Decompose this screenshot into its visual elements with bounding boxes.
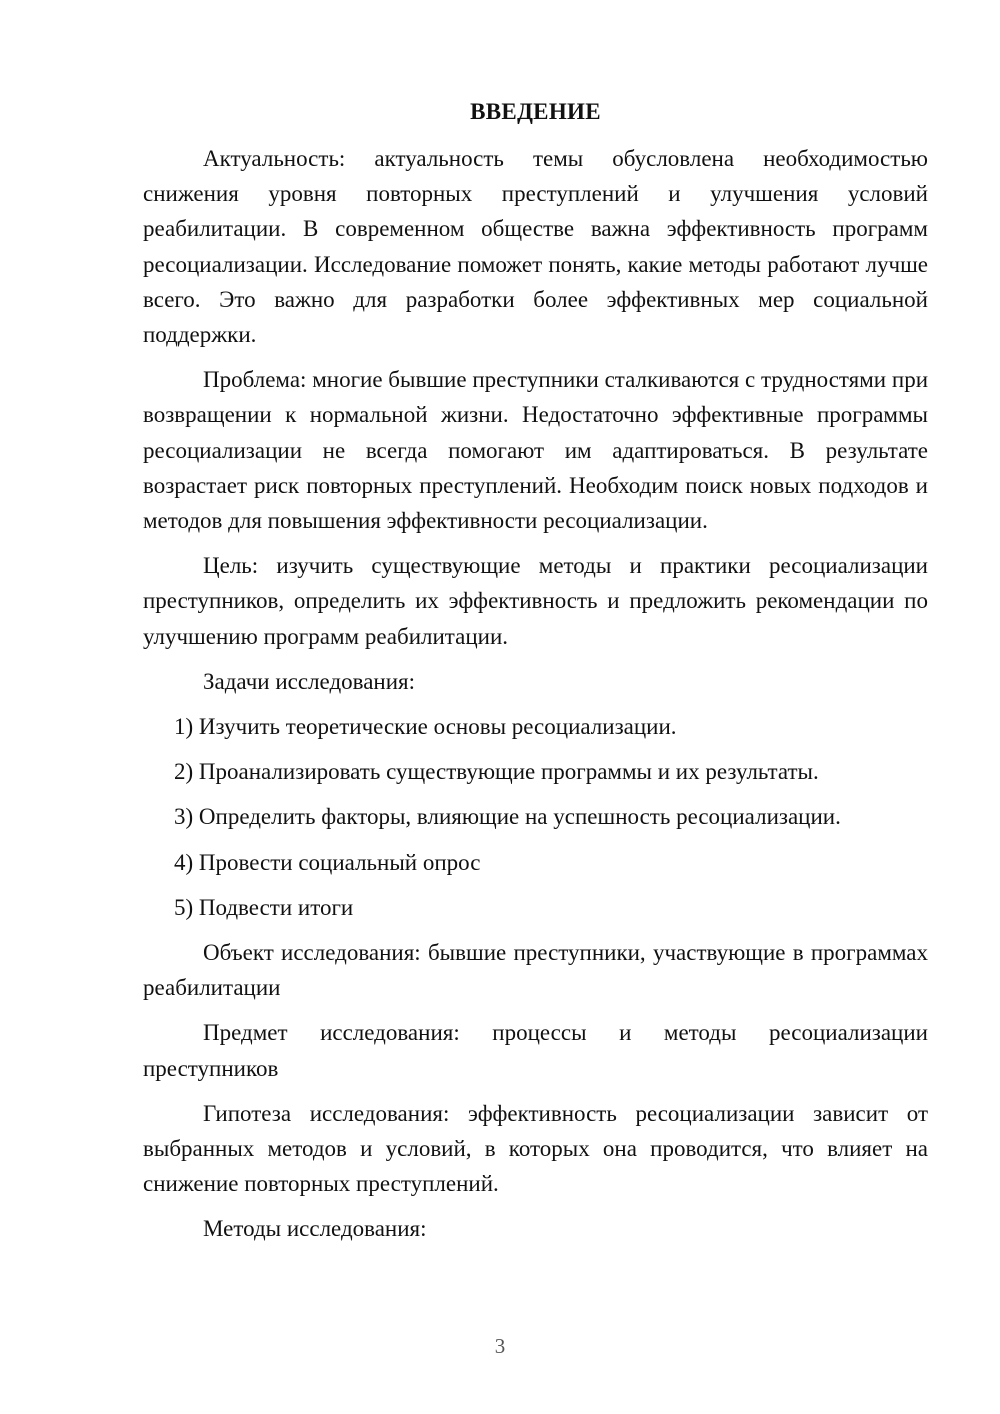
section-title: ВВЕДЕНИЕ bbox=[470, 99, 601, 124]
page-number: 3 bbox=[494, 1334, 506, 1358]
task-item: 4) Провести социальный опрос bbox=[174, 849, 481, 875]
methods-heading: Методы исследования: bbox=[203, 1216, 427, 1242]
problem-paragraph: Проблема: многие бывшие преступники сталкиваются с трудностями при возвращении к нормальной жизни. Недостаточно эффективные программы ресоциализации не всегда помогают им адаптироваться. В результате возрастает риск повторных преступлений. Необходим поиск новых подходов и методов для повышения эффективности ресоциализации. bbox=[143, 367, 928, 534]
relevance-paragraph: Актуальность: актуальность темы обусловлена необходимостью снижения уровня повторных преступлений и улучшения условий реабилитации. В современном обществе важна эффективность программ ресоциализации. Исследование поможет понять, какие методы работают лучше всего. Это важно для разработки более эффективных мер социальной поддержки. bbox=[143, 146, 928, 348]
tasks-list bbox=[143, 709, 928, 925]
subject-paragraph: Предмет исследования: процессы и методы ресоциализации преступников bbox=[143, 1020, 928, 1081]
goal-paragraph: Цель: изучить существующие методы и практики ресоциализации преступников, определить их эффективность и предложить рекомендации по улучшению программ реабилитации. bbox=[143, 553, 928, 649]
task-item: 2) Проанализировать существующие программы и их результаты. bbox=[174, 759, 819, 785]
task-item: 3) Определить факторы, влияющие на успешность ресоциализации. bbox=[174, 804, 841, 830]
object-paragraph: Объект исследования: бывшие преступники, участвующие в программах реабилитации bbox=[143, 940, 928, 1001]
task-item: 1) Изучить теоретические основы ресоциализации. bbox=[174, 714, 677, 740]
task-item: 5) Подвести итоги bbox=[174, 894, 354, 920]
hypothesis-paragraph: Гипотеза исследования: эффективность ресоциализации зависит от выбранных методов и условий, в которых она проводится, что влияет на снижение повторных преступлений. bbox=[143, 1100, 928, 1197]
page-content bbox=[143, 94, 928, 1257]
tasks-heading: Задачи исследования: bbox=[203, 668, 416, 694]
